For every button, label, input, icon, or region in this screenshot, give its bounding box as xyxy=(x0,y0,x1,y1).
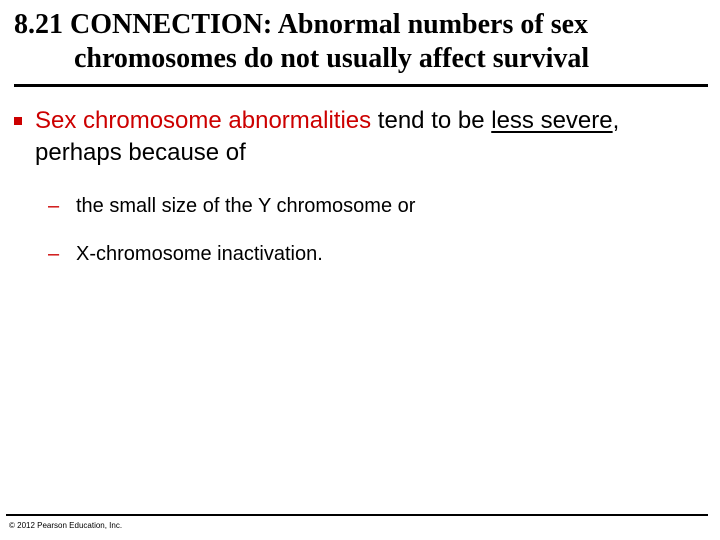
bullet-ending-text: , perhaps because of xyxy=(35,107,620,166)
sub-bullet-item xyxy=(48,193,688,219)
sub-bullet-text: the small size of the Y chromosome or xyxy=(76,195,416,217)
title-line-1: 8.21 CONNECTION: Abnormal numbers of sex xyxy=(14,9,589,40)
dash-bullet-icon: – xyxy=(48,243,60,265)
footer-divider xyxy=(6,514,708,516)
slide-title xyxy=(14,8,704,76)
underlined-term: less severe xyxy=(491,107,613,134)
dash-bullet-icon: – xyxy=(48,195,60,217)
sub-bullet-item xyxy=(48,241,688,267)
highlighted-term: Sex chromosome abnormalities xyxy=(35,107,372,134)
main-bullet-text xyxy=(14,105,694,169)
square-bullet-icon xyxy=(14,117,22,125)
copyright-notice: © 2012 Pearson Education, Inc. xyxy=(9,521,123,530)
bullet-connector-text: tend to be xyxy=(371,107,492,134)
sub-bullet-text: X-chromosome inactivation. xyxy=(76,243,323,265)
main-bullet xyxy=(14,105,694,169)
title-divider xyxy=(14,84,708,87)
title-line-2: chromosomes do not usually affect survival xyxy=(74,43,590,74)
